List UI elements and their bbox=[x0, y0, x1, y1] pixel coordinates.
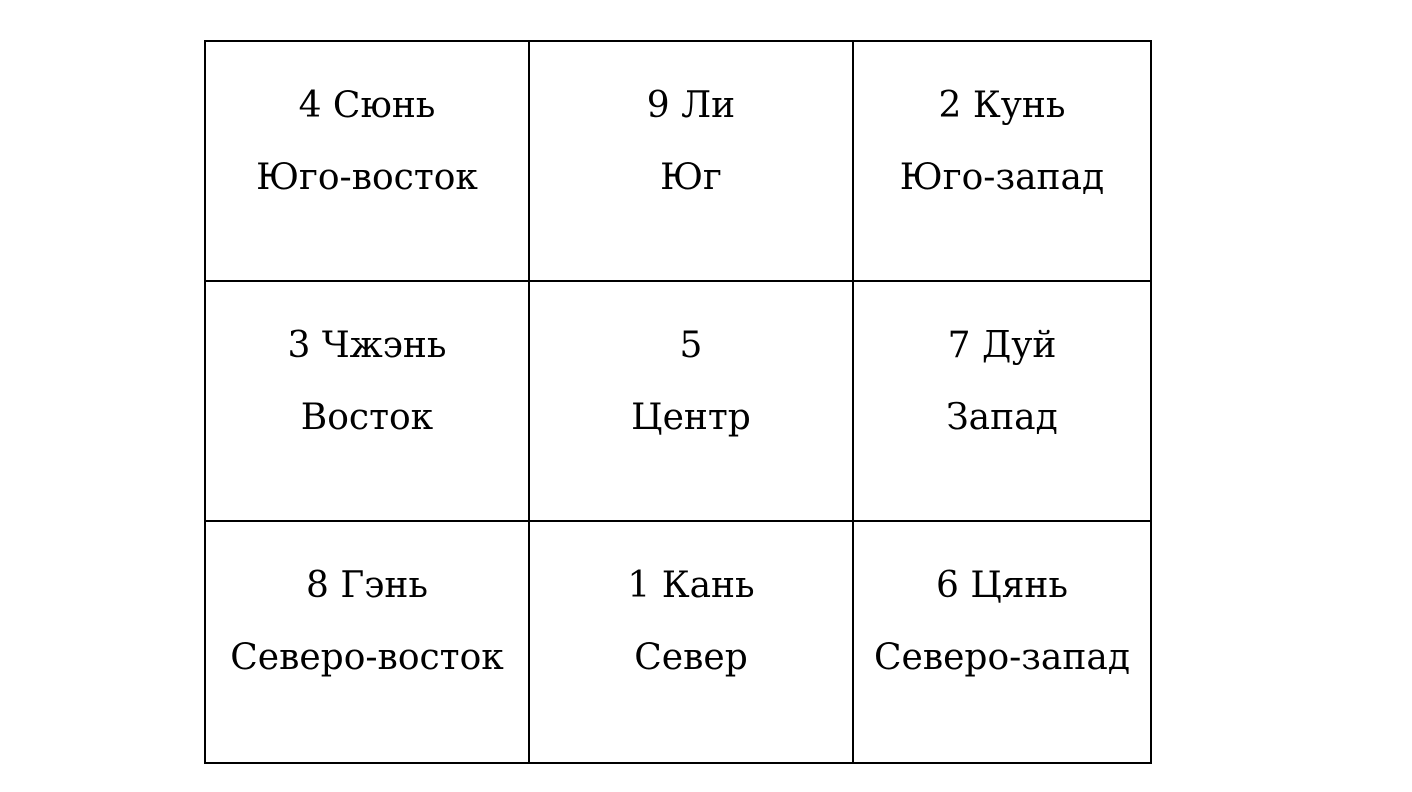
cell-southeast bbox=[205, 41, 529, 281]
cell-direction: Юго-запад bbox=[899, 157, 1105, 198]
cell-name: 6 Цянь bbox=[935, 565, 1069, 606]
cell-direction: Северо-запад bbox=[873, 637, 1131, 678]
cell-direction: Северо-восток bbox=[230, 637, 504, 678]
cell-direction: Север bbox=[634, 637, 748, 678]
cell-southwest bbox=[853, 41, 1151, 281]
cell-north bbox=[529, 521, 853, 763]
table-row bbox=[205, 521, 1151, 763]
cell-name: 1 Кань bbox=[627, 565, 755, 606]
cell-northwest bbox=[853, 521, 1151, 763]
cell-name: 5 bbox=[679, 325, 703, 366]
cell-name: 9 Ли bbox=[646, 85, 736, 126]
trigram-grid-table bbox=[204, 40, 1152, 764]
cell-direction: Центр bbox=[631, 397, 751, 438]
cell-name: 2 Кунь bbox=[938, 85, 1066, 126]
cell-name: 8 Гэнь bbox=[306, 565, 428, 606]
cell-northeast bbox=[205, 521, 529, 763]
cell-center bbox=[529, 281, 853, 521]
cell-south bbox=[529, 41, 853, 281]
cell-direction: Восток bbox=[300, 397, 434, 438]
table-row bbox=[205, 41, 1151, 281]
cell-name: 3 Чжэнь bbox=[287, 325, 447, 366]
cell-name: 4 Сюнь bbox=[298, 85, 436, 126]
cell-direction: Юго-восток bbox=[256, 157, 478, 198]
cell-name: 7 Дуй bbox=[947, 325, 1057, 366]
table-row bbox=[205, 281, 1151, 521]
cell-direction: Запад bbox=[946, 397, 1058, 438]
cell-direction: Юг bbox=[660, 157, 722, 198]
cell-west bbox=[853, 281, 1151, 521]
cell-east bbox=[205, 281, 529, 521]
